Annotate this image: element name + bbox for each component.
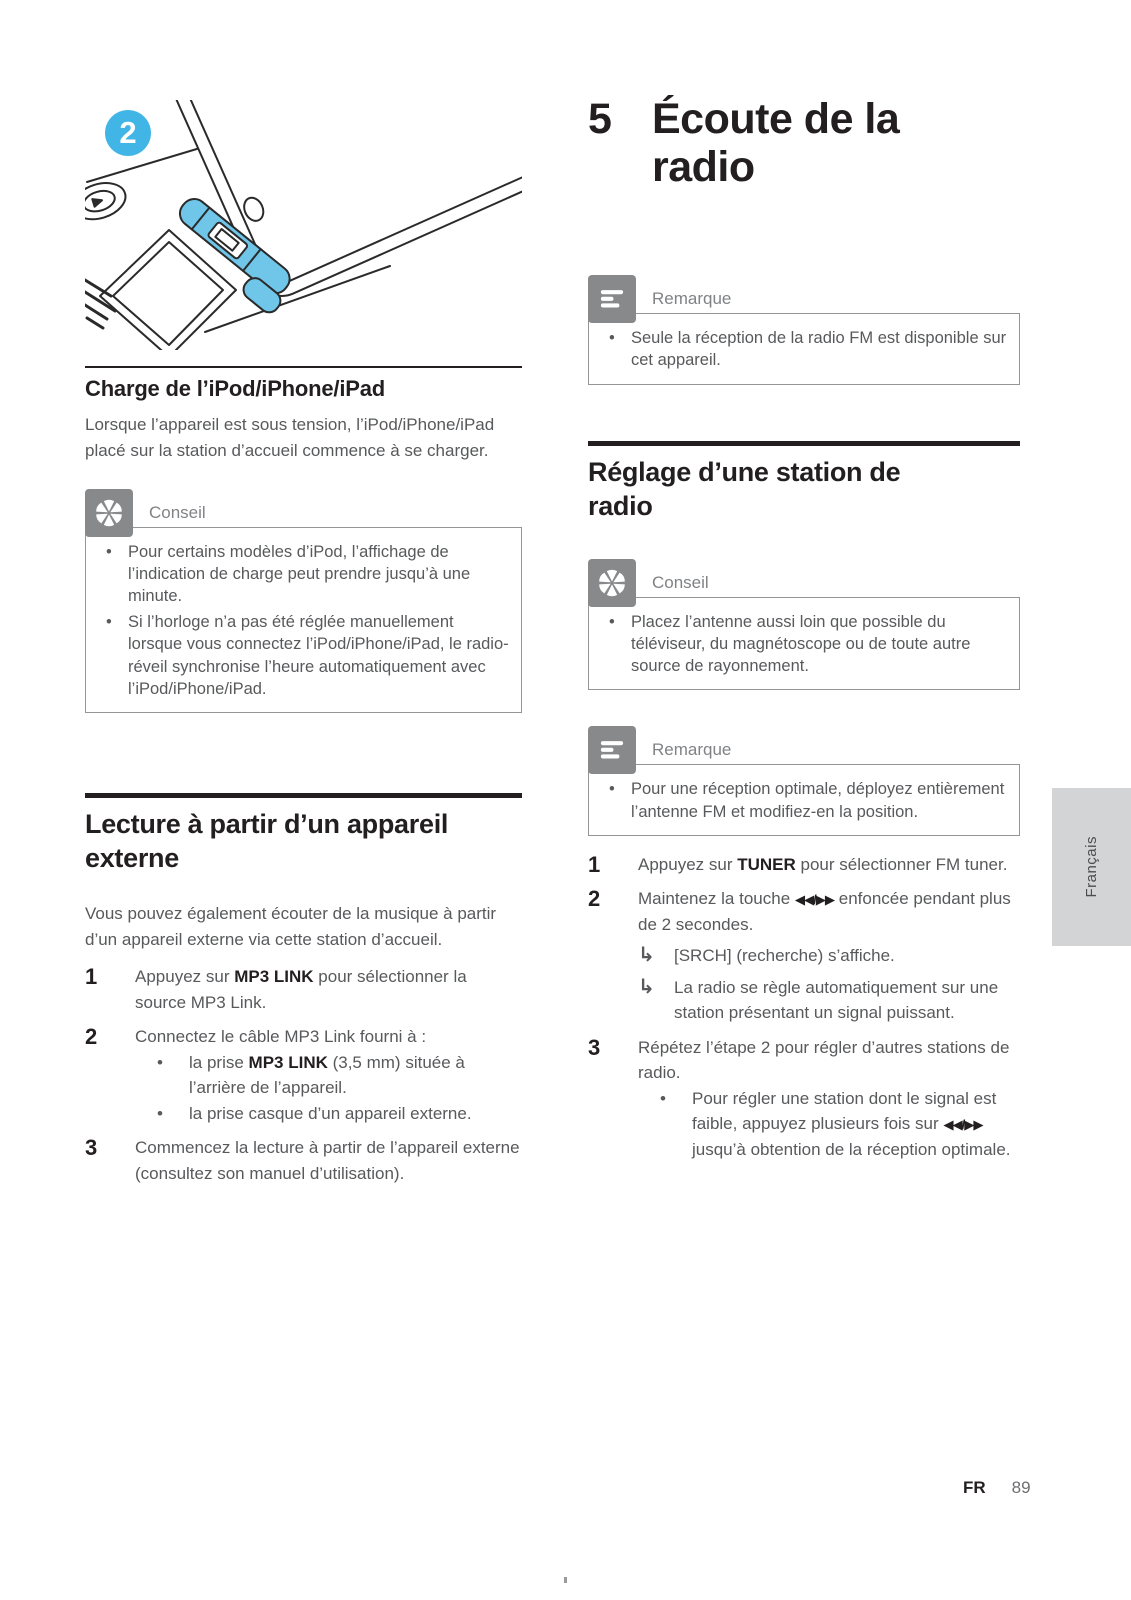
chapter-number: 5 [588,95,612,143]
step-text [135,964,522,1015]
bullet-icon: • [157,1052,163,1072]
result-arrow-icon: ↳ [638,944,655,967]
subsection-title: Charge de l’iPod/iPhone/iPad [85,376,386,401]
tip-asterisk-icon [85,489,133,537]
step-text-part: (3,5 mm) située à l’arrière de l’appareil. [189,1052,465,1098]
section-title: Lecture à partir d’un appareil externe [85,808,449,874]
step-number: 2 [588,886,601,912]
step-text: Commencez la lecture à partir de l’appareil externe (consultez son manuel d’utilisation). [135,1138,520,1183]
left-column [85,100,522,1195]
result-text: La radio se règle automatiquement sur une station présentant un signal puissant. [674,977,999,1023]
subsection-rule [85,366,522,368]
step-text-part: la prise [189,1052,249,1072]
button-name: TUNER [737,854,796,874]
step-text-part: enfoncée pendant plus de 2 secondes. [638,889,1011,934]
tip-asterisk-icon [588,559,636,607]
note-list [597,327,1007,371]
sub-bullet-text [189,1050,522,1101]
note-item-text: Seule la réception de la radio FM est disponible sur cet appareil. [631,329,1007,370]
section-title: Réglage d’une station de radio [588,456,901,521]
bullet-icon: • [106,543,112,561]
tip-item [609,611,1007,677]
steps-list [588,852,1020,1163]
result-text: [SRCH] (recherche) s’affiche. [674,946,895,966]
bullet-icon: • [106,613,112,632]
step-text [638,852,1020,878]
step-text-part: Répétez l’étape 2 pour régler d’autres stations de radio. [638,1037,1010,1083]
tip-body [85,527,522,713]
step-text-part: jusqu’à obtention de la réception optimale. [692,1139,1011,1159]
rewind-forward-icons: ◀◀/▶▶ [794,892,835,908]
result-line [638,975,1020,1026]
bullet-icon: • [609,329,615,348]
step-text-part: Connectez le câble MP3 Link fourni à : [135,1027,427,1047]
note-body [588,764,1020,835]
result-arrow-icon: ↳ [638,975,655,998]
sub-bullet [135,1050,522,1101]
rewind-forward-icons: ◀◀/▶▶ [943,1117,983,1133]
step-text [638,1035,1020,1163]
page-footer [963,1478,1031,1498]
step-number: 1 [85,964,98,990]
crop-mark [564,1577,567,1583]
step-text-part: Appuyez sur [135,967,235,987]
section-bar [85,793,522,798]
note-lines-icon [588,726,636,774]
note-box [588,275,1020,384]
bullet-icon: • [157,1103,163,1123]
note-item [609,778,1007,822]
chapter-heading [588,95,1020,191]
note-label: Remarque [652,289,732,309]
sub-bullet-text: la prise casque d’un appareil externe. [189,1103,472,1123]
step-text [638,886,1020,1026]
tip-list [597,611,1007,677]
note-box-header [588,275,1020,323]
footer-page-number: 89 [1011,1478,1031,1497]
note-box-header [588,726,1020,774]
language-tab [1052,788,1131,946]
tip-box [85,489,522,713]
tip-box-header [588,559,1020,607]
step-number: 2 [85,1024,98,1050]
chapter-title: Écoute de la radio [652,95,900,192]
step-text-part: pour sélectionner la source MP3 Link. [135,967,467,1012]
tip-box-header [85,489,522,537]
dock-dial [85,177,130,225]
right-column [588,95,1020,1171]
jack-name: MP3 LINK [248,1052,328,1072]
note-box [588,726,1020,835]
note-body [588,313,1020,384]
bullet-icon: • [660,1088,666,1108]
step-item [85,1024,522,1126]
tip-body [588,597,1020,690]
note-lines-icon [588,275,636,323]
step-text [135,1024,522,1126]
tip-item [106,611,509,699]
step-badge-number: 2 [119,115,137,150]
step-item [588,886,1020,1026]
section-bar [588,441,1020,446]
bullet-icon: • [609,780,615,799]
language-tab-label: Français [1083,836,1100,898]
step-item [85,964,522,1015]
step-text-part: pour sélectionner FM tuner. [795,854,1008,874]
step-badge [105,110,151,156]
tip-label: Conseil [149,503,206,522]
bullet-icon: • [609,613,615,632]
step-item [588,852,1020,878]
steps-list [85,964,522,1186]
tip-label: Conseil [652,573,709,593]
step-text-part: Pour régler une station dont le signal est faible, appuyez plusieurs fois sur [692,1088,997,1134]
tip-item-text: Si l’horloge n’a pas été réglée manuellement lorsque vous connectez l’iPod/iPhone/iPad, le radio-réveil synchronise l’heure automatiquement avec l’iPod/iPhone/iPad. [128,613,509,698]
step-number: 3 [588,1034,601,1060]
step-number: 3 [85,1135,98,1161]
tip-box [588,559,1020,690]
dock-illustration [85,100,522,350]
step-text-part: Appuyez sur [638,854,738,874]
note-item-text: Pour une réception optimale, déployez entièrement l’antenne FM et modifiez-en la position. [631,780,1005,821]
sub-bullet [638,1086,1020,1163]
note-label: Remarque [652,740,732,760]
tip-list [94,541,509,700]
sub-bullet [135,1101,522,1127]
step-item [85,1135,522,1186]
note-item [609,327,1007,371]
step-text-part: Maintenez la touche [638,889,795,909]
tip-item-text: Placez l’antenne aussi loin que possible du téléviseur, du magnétoscope ou de toute autre source de rayonnement. [631,613,971,676]
tip-item-text: Pour certains modèles d’iPod, l’affichage de l’indication de charge peut prendre jusqu’à une minute. [128,543,471,606]
sub-bullet-text [692,1086,1020,1163]
tip-item [106,541,509,607]
note-list [597,778,1007,822]
result-line [638,943,1020,969]
button-name: MP3 LINK [234,967,314,987]
footer-region-label: FR [963,1478,986,1497]
step-item [588,1035,1020,1163]
paragraph: Vous pouvez également écouter de la musique à partir d’un appareil externe via cette station d’accueil. [85,904,497,949]
step-number: 1 [588,851,601,877]
paragraph: Lorsque l’appareil est sous tension, l’iPod/iPhone/iPad placé sur la station d’accueil commence à se charger. [85,415,495,460]
